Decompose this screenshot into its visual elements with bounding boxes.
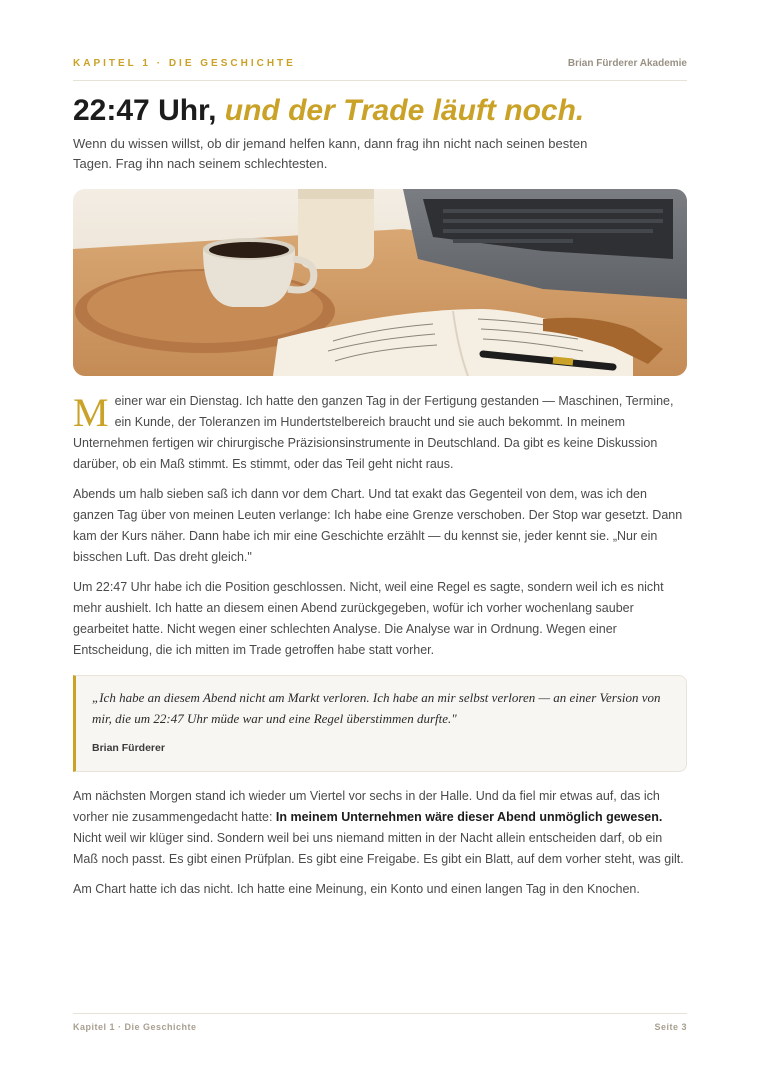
brand-name: Brian Fürderer Akademie <box>567 58 687 69</box>
paragraph-5: Am Chart hatte ich das nicht. Ich hatte eine Meinung, ein Konto und einen langen Tag in den Knochen. <box>73 882 640 896</box>
pull-quote <box>73 675 687 772</box>
title-main: 22:47 Uhr, <box>73 94 217 127</box>
lead-paragraph: Wenn du wissen willst, ob dir jemand helfen kann, dann frag ihn nicht nach seinen besten Tagen. Frag ihn nach seinem schlechtesten. <box>73 136 588 171</box>
paragraph-3: Um 22:47 Uhr habe ich die Position geschlossen. Nicht, weil eine Regel es sagte, sondern weil ich es nicht mehr aushielt. Ich hatte an diesem einen Abend zurückgegeben, wofür ich vorher wochenlang sauber gearbeitet hatte. Nicht wegen einer schlechten Analyse. Die Analyse war in Ordnung. Wegen einer Entscheidung, die ich mitten im Trade getroffen habe statt vorher. <box>73 580 664 657</box>
page-title <box>73 92 584 130</box>
chapter-label: KAPITEL 1 · DIE GESCHICHTE <box>73 58 296 69</box>
page-footer <box>73 1013 687 1038</box>
paragraph-4-text-a: Am nächsten Morgen stand ich wieder um Viertel vor sechs in der Halle. Und da fiel mir etwas auf, das ich vorher nie zusammengedacht hatte: <box>73 789 660 824</box>
page-number: Seite 3 <box>654 1022 687 1032</box>
page-header <box>73 56 687 81</box>
hero-image <box>73 189 687 376</box>
article-body <box>73 391 687 909</box>
paragraph-1 <box>73 391 687 475</box>
quote-text: „Ich habe an diesem Abend nicht am Markt verloren. Ich habe an mir selbst verloren — an einer Version von mir, die um 22:47 Uhr müde war und eine Regel überstimmen durfte." <box>92 690 661 726</box>
paragraph-4 <box>73 786 687 870</box>
drop-cap: M <box>73 390 109 435</box>
paragraph-1-text: einer war ein Dienstag. Ich hatte den ganzen Tag in der Fertigung gestanden — Maschinen, Termine, ein Kunde, der Toleranzen im Hundertstelbereich braucht und sie auch bekommt. In meinem Unternehmen fertigen wir chirurgische Präzisionsinstrumente in Deutschland. Da gibt es keine Diskussion darüber, ob ein Maß stimmt. Es stimmt, oder das Teil geht nicht raus. <box>73 394 674 471</box>
paragraph-4-text-b: Nicht weil wir klüger sind. Sondern weil bei uns niemand mitten in der Nacht allein entscheiden darf, ob ein Maß noch passt. Es gibt einen Prüfplan. Es gibt eine Freigabe. Es gibt ein Blatt, auf dem vorher steht, was gilt. <box>73 831 684 866</box>
paragraph-4-emphasis: In meinem Unternehmen wäre dieser Abend unmöglich gewesen. <box>275 810 663 824</box>
quote-author: Brian Fürderer <box>92 742 165 754</box>
paragraph-2: Abends um halb sieben saß ich dann vor dem Chart. Und tat exakt das Gegenteil von dem, was ich den ganzen Tag über von meinen Leuten verlange: Ich habe eine Grenze verschoben. Der Stop war gesetzt. Dann kam der Kurs näher. Dann habe ich mir eine Geschichte erzählt — du kennst sie, jeder kennt sie. „Nur ein bisschen Luft. Das dreht gleich." <box>73 487 683 564</box>
desk-photo-icon <box>73 189 687 376</box>
title-accent: und der Trade läuft noch. <box>224 94 585 127</box>
footer-chapter: Kapitel 1 · Die Geschichte <box>73 1022 197 1032</box>
